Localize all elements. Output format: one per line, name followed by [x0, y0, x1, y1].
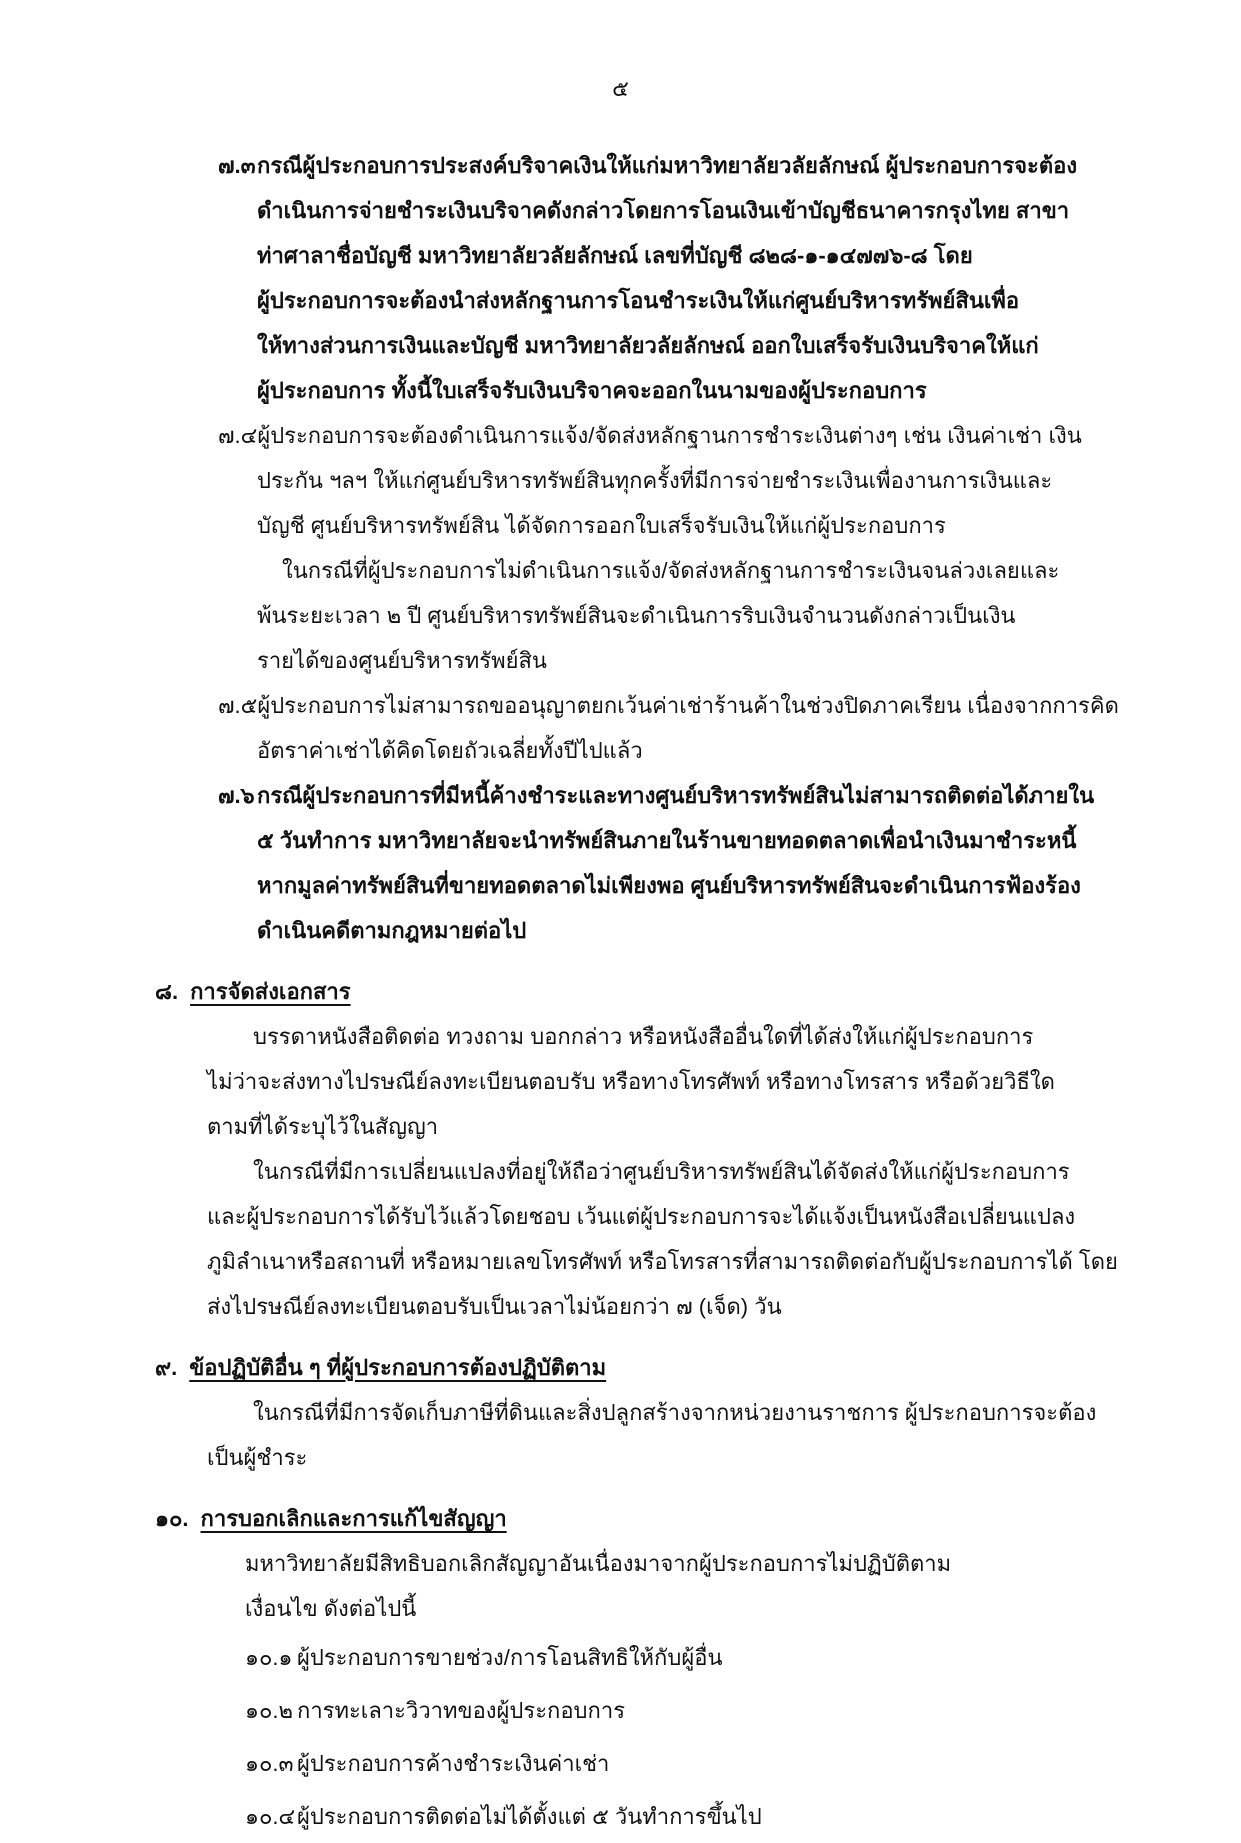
clause-line-text: ผู้ประกอบการไม่สามารถขออนุญาตยกเว้นค่าเช่าร้านค้าในช่วงปิดภาคเรียน เนื่องจากการคิด [257, 693, 1119, 718]
list-item-text: การทะเลาะวิวาทของผู้ประกอบการ [297, 1698, 626, 1723]
section-number: ๑๐. [155, 1506, 189, 1531]
clause-line: อัตราค่าเช่าได้คิดโดยถัวเฉลี่ยทั้งปีไปแล้ว [257, 738, 643, 763]
clause-line [0, 683, 1241, 728]
list-item [0, 1631, 1241, 1684]
clause-line: ดำเนินการจ่ายชำระเงินบริจาคดังกล่าวโดยการโอนเงินเข้าบัญชีธนาคารกรุงไทย สาขา [257, 198, 1070, 223]
section-heading [0, 1345, 1241, 1390]
section-title: การจัดส่งเอกสาร [190, 979, 351, 1004]
clause-line: ดำเนินคดีตามกฎหมายต่อไป [257, 918, 527, 943]
list-item-number: ๑๐.๔ [245, 1804, 296, 1829]
list-item [0, 1790, 1241, 1843]
clause-subparagraph-line: ในกรณีที่ผู้ประกอบการไม่ดำเนินการแจ้ง/จัดส่งหลักฐานการชำระเงินจนล่วงเลยและ [282, 558, 1060, 583]
clause-line: หากมูลค่าทรัพย์สินที่ขายทอดตลาดไม่เพียงพอ ศูนย์บริหารทรัพย์สินจะดำเนินการฟ้องร้อง [257, 873, 1081, 898]
clause-line: ให้ทางส่วนการเงินและบัญชี มหาวิทยาลัยวลัยลักษณ์ ออกใบเสร็จรับเงินบริจาคให้แก่ [257, 333, 1039, 358]
paragraph-line: เงื่อนไข ดังต่อไปนี้ [245, 1596, 417, 1621]
clause-line-number: ๗.๔ [218, 423, 258, 448]
clause-line: ๕ วันทำการ มหาวิทยาลัยจะนำทรัพย์สินภายในร้านขายทอดตลาดเพื่อนำเงินมาชำระหนี้ [257, 828, 1077, 853]
section-heading [0, 969, 1241, 1014]
paragraph-line: ในกรณีที่มีการเปลี่ยนแปลงที่อยู่ให้ถือว่าศูนย์บริหารทรัพย์สินได้จัดส่งให้แก่ผู้ประกอบการ [253, 1159, 1070, 1184]
paragraph-line: และผู้ประกอบการได้รับไว้แล้วโดยชอบ เว้นแต่ผู้ประกอบการจะได้แจ้งเป็นหนังสือเปลี่ยนแปลง [207, 1204, 1076, 1229]
section-number: ๙. [155, 1355, 178, 1380]
paragraph-line: ในกรณีที่มีการจัดเก็บภาษีที่ดินและสิ่งปลูกสร้างจากหน่วยงานราชการ ผู้ประกอบการจะต้อง [253, 1400, 1097, 1425]
clause-subparagraph-line: พ้นระยะเวลา ๒ ปี ศูนย์บริหารทรัพย์สินจะดำเนินการริบเงินจำนวนดังกล่าวเป็นเงิน [257, 603, 1016, 628]
list-item-number: ๑๐.๓ [245, 1751, 294, 1776]
paragraph-line: ภูมิลำเนาหรือสถานที่ หรือหมายเลขโทรศัพท์ หรือโทรสารที่สามารถติดต่อกับผู้ประกอบการได้ โดย [207, 1249, 1118, 1274]
clause-line [0, 773, 1241, 818]
section-title: ข้อปฏิบัติอื่น ๆ ที่ผู้ประกอบการต้องปฏิบัติตาม [189, 1355, 607, 1380]
section-number: ๘. [155, 979, 179, 1004]
clause-line: ท่าศาลาชื่อบัญชี มหาวิทยาลัยวลัยลักษณ์ เลขที่บัญชี ๘๒๘-๑-๑๔๗๗๖-๘ โดย [257, 243, 973, 268]
list-item [0, 1737, 1241, 1790]
page-number: ๕ [612, 76, 629, 101]
list-item-text: ผู้ประกอบการติดต่อไม่ได้ตั้งแต่ ๕ วันทำการขึ้นไป [297, 1804, 762, 1829]
clause-line-number: ๗.๕ [218, 693, 258, 718]
section-title: การบอกเลิกและการแก้ไขสัญญา [200, 1506, 507, 1531]
document-page [0, 66, 1241, 1829]
section-heading [0, 1496, 1241, 1541]
clause-line-text: ผู้ประกอบการจะต้องดำเนินการแจ้ง/จัดส่งหลักฐานการชำระเงินต่างๆ เช่น เงินค่าเช่า เงิน [257, 423, 1082, 448]
clause-line: ผู้ประกอบการจะต้องนำส่งหลักฐานการโอนชำระเงินให้แก่ศูนย์บริหารทรัพย์สินเพื่อ [257, 288, 1020, 313]
list-item-text: ผู้ประกอบการขายช่วง/การโอนสิทธิให้กับผู้อื่น [297, 1645, 723, 1670]
paragraph-line: มหาวิทยาลัยมีสิทธิบอกเลิกสัญญาอันเนื่องมาจากผู้ประกอบการไม่ปฏิบัติตาม [245, 1551, 952, 1576]
list-item-number: ๑๐.๒ [245, 1698, 294, 1723]
clause-line-text: กรณีผู้ประกอบการที่มีหนี้ค้างชำระและทางศูนย์บริหารทรัพย์สินไม่สามารถติดต่อได้ภายใน [257, 783, 1095, 808]
clause-subparagraph-line: รายได้ของศูนย์บริหารทรัพย์สิน [257, 648, 547, 673]
paragraph-line: บรรดาหนังสือติดต่อ ทวงถาม บอกกล่าว หรือหนังสืออื่นใดที่ได้ส่งให้แก่ผู้ประกอบการ [253, 1024, 1034, 1049]
paragraph-line: ไม่ว่าจะส่งทางไปรษณีย์ลงทะเบียนตอบรับ หรือทางโทรศัพท์ หรือทางโทรสาร หรือด้วยวิธีใด [207, 1069, 1055, 1094]
clause-line: บัญชี ศูนย์บริหารทรัพย์สิน ได้จัดการออกใบเสร็จรับเงินให้แก่ผู้ประกอบการ [257, 513, 946, 538]
clause-line-number: ๗.๖ [218, 783, 255, 808]
document-body [0, 143, 1241, 1843]
clause-line: ประกัน ฯลฯ ให้แก่ศูนย์บริหารทรัพย์สินทุกครั้งที่มีการจ่ายชำระเงินเพื่องานการเงินและ [257, 468, 1053, 493]
clause-line-number: ๗.๓ [218, 153, 256, 178]
clause-line-text: กรณีผู้ประกอบการประสงค์บริจาคเงินให้แก่มหาวิทยาลัยวลัยลักษณ์ ผู้ประกอบการจะต้อง [257, 153, 1078, 178]
list-item [0, 1684, 1241, 1737]
clause-line [0, 143, 1241, 188]
clause-line [0, 413, 1241, 458]
paragraph-line: ตามที่ได้ระบุไว้ในสัญญา [207, 1114, 439, 1139]
paragraph-line: เป็นผู้ชำระ [207, 1445, 308, 1470]
clause-line: ผู้ประกอบการ ทั้งนี้ใบเสร็จรับเงินบริจาคจะออกในนามของผู้ประกอบการ [257, 378, 927, 403]
paragraph-line: ส่งไปรษณีย์ลงทะเบียนตอบรับเป็นเวลาไม่น้อยกว่า ๗ (เจ็ด) วัน [207, 1294, 782, 1319]
list-item-text: ผู้ประกอบการค้างชำระเงินค่าเช่า [297, 1751, 610, 1776]
list-item-number: ๑๐.๑ [245, 1645, 293, 1670]
